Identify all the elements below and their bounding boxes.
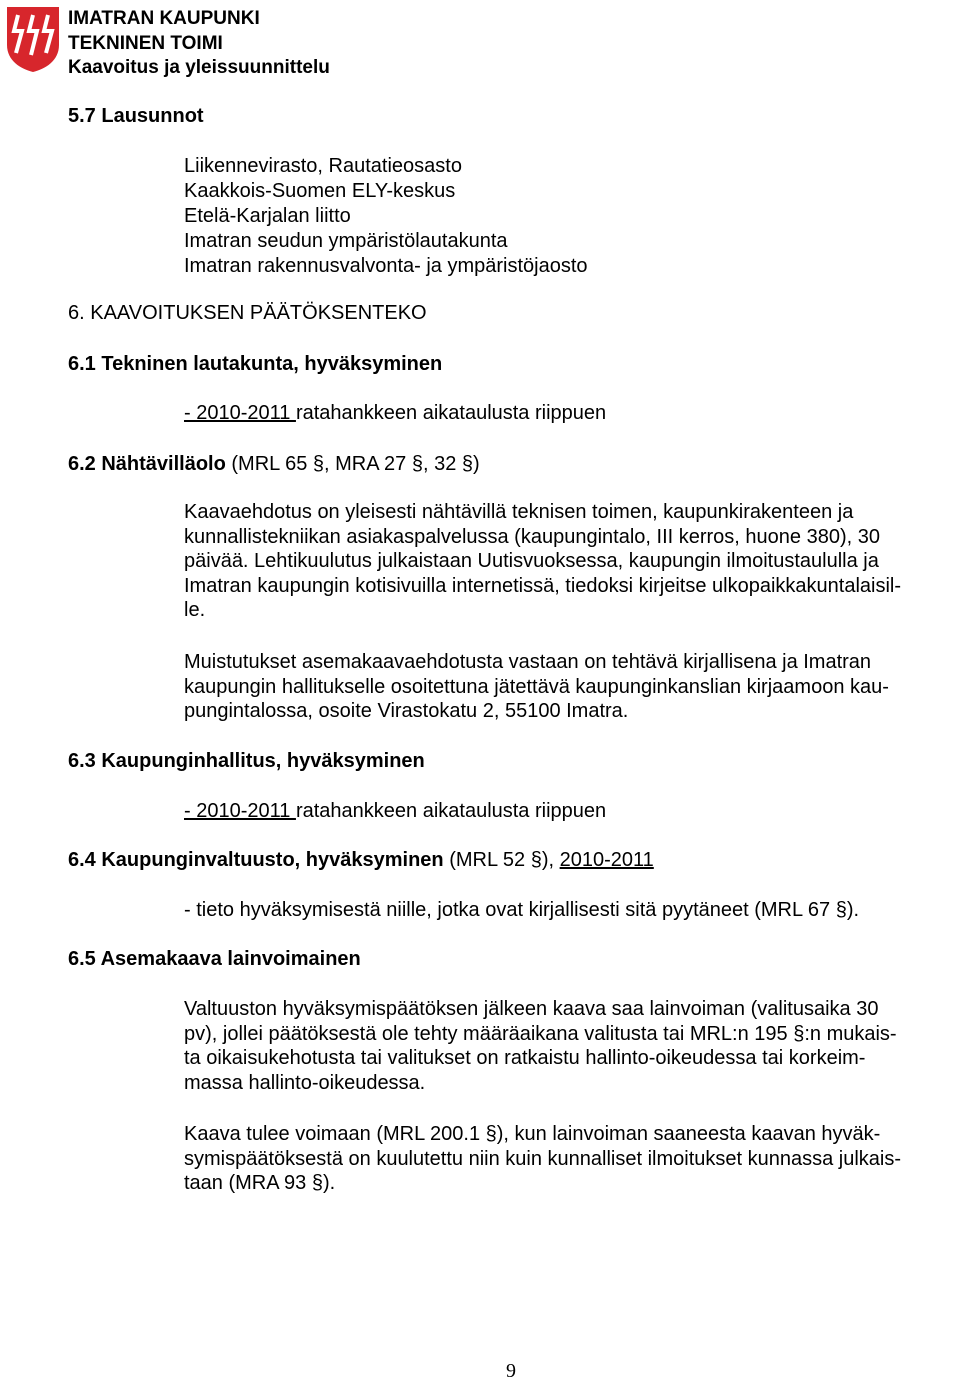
org-department: TEKNINEN TOIMI — [68, 33, 223, 54]
list-item: Etelä-Karjalan liitto — [184, 205, 351, 227]
section-6-2-title: 6.2 Nähtävilläolo — [68, 453, 226, 475]
list-item: Liikennevirasto, Rautatieosasto — [184, 155, 462, 177]
section-6-5-paragraph-1 — [184, 997, 954, 1095]
section-6-4-years: 2010-2011 — [559, 849, 654, 871]
section-6-2-paragraph-1 — [184, 500, 954, 623]
paragraph-line: ta oikaisukehotusta tai valitukset on ratkaistu hallinto-oikeudessa tai korkeim- — [184, 1047, 866, 1069]
imatra-coat-of-arms-logo — [5, 5, 61, 73]
org-name: IMATRAN KAUPUNKI — [68, 8, 260, 29]
section-6-2-paragraph-2 — [184, 650, 954, 724]
paragraph-line: symispäätöksestä on kuulutettu niin kuin kunnalliset ilmoitukset kunnassa julkais- — [184, 1147, 902, 1170]
section-6-1-schedule — [184, 401, 606, 426]
paragraph-line: le. — [184, 599, 206, 621]
section-6-3-schedule — [184, 799, 606, 824]
section-6-1-heading: 6.1 Tekninen lautakunta, hyväksyminen — [68, 353, 443, 375]
paragraph-line: pungintalossa, osoite Virastokatu 2, 55100 Imatra. — [184, 700, 629, 722]
paragraph-line: Kaava tulee voimaan (MRL 200.1 §), kun lainvoiman saaneesta kaavan hyväk- — [184, 1123, 881, 1145]
schedule-years: - 2010-2011 — [184, 402, 296, 424]
paragraph-line: Muistutukset asemakaavaehdotusta vastaan on tehtävä kirjallisena ja Imatran — [184, 651, 872, 673]
paragraph-line: massa hallinto-oikeudessa. — [184, 1071, 426, 1094]
paragraph-line: päivää. Lehtikuulutus julkaistaan Uutisvuoksessa, kaupungin ilmoitustaululla ja — [184, 550, 879, 572]
section-5-7-heading: 5.7 Lausunnot — [68, 105, 204, 127]
section-6-2-heading — [68, 452, 480, 476]
list-item: Imatran seudun ympäristölautakunta — [184, 230, 508, 252]
schedule-note: ratahankkeen aikataulusta riippuen — [295, 800, 607, 822]
section-6-4-heading — [68, 848, 654, 872]
paragraph-line: taan (MRA 93 §). — [184, 1172, 336, 1194]
section-6-5-heading: 6.5 Asemakaava lainvoimainen — [68, 948, 361, 970]
list-item: Imatran rakennusvalvonta- ja ympäristöjaosto — [184, 255, 588, 277]
section-6-4-title: 6.4 Kaupunginvaltuusto, hyväksyminen — [68, 849, 444, 871]
paragraph-line: kaupungin hallitukselle osoitettuna jätettävä kaupunginkanslian kirjaamoon kau- — [184, 675, 889, 698]
schedule-note: ratahankkeen aikataulusta riippuen — [295, 402, 607, 424]
paragraph-line: Valtuuston hyväksymispäätöksen jälkeen kaava saa lainvoiman (valitusaika 30 — [184, 998, 879, 1020]
section-6-4-refs: (MRL 52 §), — [443, 849, 560, 871]
section-6-heading: 6. KAAVOITUKSEN PÄÄTÖKSENTEKO — [68, 302, 427, 324]
paragraph-line: Imatran kaupungin kotisivuilla internetissä, tiedoksi kirjeitse ulkopaikkakuntalaisil- — [184, 574, 902, 597]
paragraph-line: pv), jollei päätöksestä ole tehty määräaikana valitusta tai MRL:n 195 §:n mukais- — [184, 1022, 897, 1045]
schedule-years: - 2010-2011 — [184, 800, 296, 822]
section-6-3-heading: 6.3 Kaupunginhallitus, hyväksyminen — [68, 750, 425, 772]
list-item: Kaakkois-Suomen ELY-keskus — [184, 180, 456, 202]
paragraph-line: kunnallistekniikan asiakaspalvelussa (kaupungintalo, III kerros, huone 380), 30 — [184, 525, 880, 548]
page-number: 9 — [506, 1360, 516, 1382]
org-unit: Kaavoitus ja yleissuunnittelu — [68, 57, 330, 78]
paragraph-line: Kaavaehdotus on yleisesti nähtävillä teknisen toimen, kaupunkirakenteen ja — [184, 501, 854, 523]
section-6-2-refs: (MRL 65 §, MRA 27 §, 32 §) — [225, 453, 480, 475]
section-6-4-note: - tieto hyväksymisestä niille, jotka ovat kirjallisesti sitä pyytäneet (MRL 67 §). — [184, 899, 860, 921]
section-6-5-paragraph-2 — [184, 1122, 954, 1196]
